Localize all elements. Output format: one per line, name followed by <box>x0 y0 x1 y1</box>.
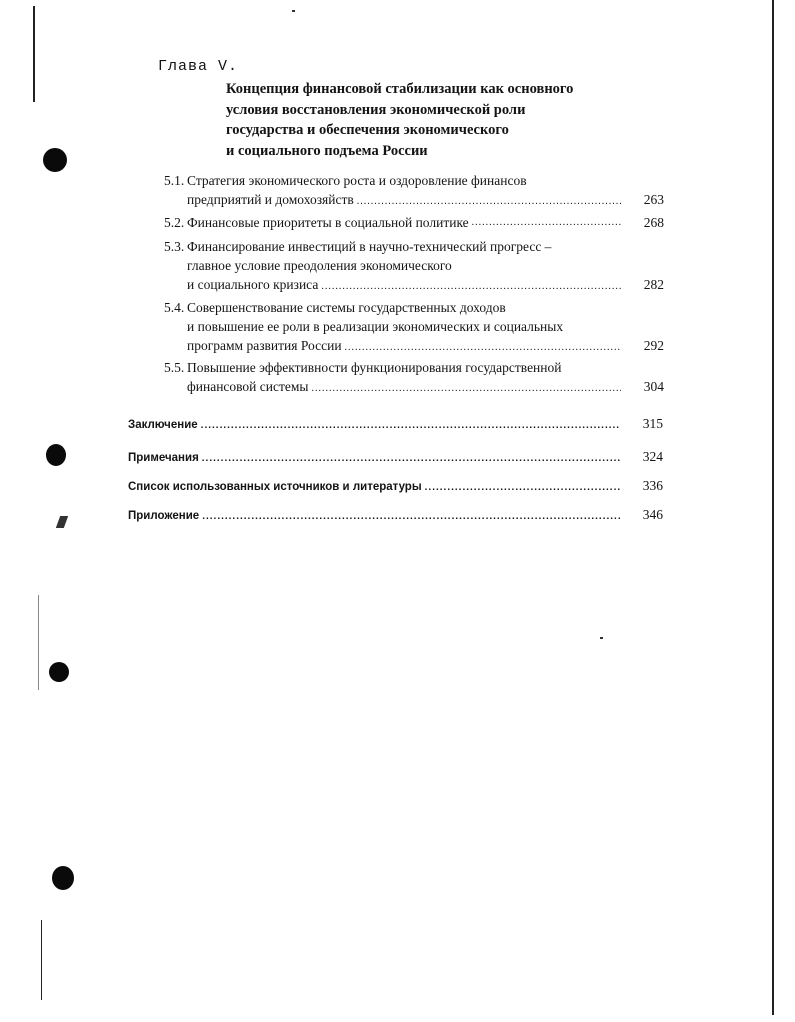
punch-hole-2 <box>46 444 66 466</box>
chapter-title-line: условия восстановления экономической роли <box>226 101 526 118</box>
scan-border-left-lower <box>41 920 42 1000</box>
toc-entry-bibliography[interactable] <box>128 478 663 494</box>
punch-hole-1 <box>43 148 67 172</box>
section-title-line: Финансирование инвестиций в научно-технический прогресс – <box>187 239 552 254</box>
section-number: 5.1. <box>164 173 185 188</box>
page-number: 346 <box>642 507 663 522</box>
section-number: 5.2. <box>164 215 185 230</box>
page-number: 292 <box>643 338 664 353</box>
scan-speck <box>292 10 295 12</box>
leader-dots <box>201 420 620 431</box>
chapter-label: Глава V. <box>158 58 239 75</box>
page-number: 268 <box>643 215 664 230</box>
punch-hole-3 <box>49 662 69 682</box>
page-number: 282 <box>643 277 664 292</box>
section-number: 5.5. <box>164 360 185 375</box>
section-number: 5.4. <box>164 300 185 315</box>
section-title-line: предприятий и домохозяйств <box>187 192 354 207</box>
toc-entry-5-3[interactable] <box>164 237 664 296</box>
page-number: 336 <box>642 478 663 493</box>
section-title-line: программ развития России <box>187 338 342 353</box>
scan-border-left-mid <box>38 595 39 690</box>
toc-entry-5-1[interactable] <box>164 171 664 211</box>
leader-dots <box>202 511 620 522</box>
page-number: 263 <box>643 192 664 207</box>
entry-title: Приложение <box>128 510 200 522</box>
punch-hole-4 <box>52 866 74 890</box>
section-title-line: Стратегия экономического роста и оздоровление финансов <box>187 173 527 188</box>
leader-dots <box>312 379 622 398</box>
scan-mark <box>56 516 68 528</box>
toc-entry-5-2[interactable] <box>164 213 664 232</box>
chapter-title-line: и социального подъема России <box>226 142 428 159</box>
page-number: 315 <box>642 416 663 431</box>
section-title-line: главное условие преодоления экономического <box>187 258 452 273</box>
toc-entry-conclusion[interactable] <box>128 416 663 432</box>
toc-entry-notes[interactable] <box>128 449 663 465</box>
section-title-line: Совершенствование системы государственных доходов <box>187 300 506 315</box>
leader-dots <box>202 453 620 464</box>
section-title-line: и социального кризиса <box>187 277 319 292</box>
page-number: 304 <box>643 379 664 394</box>
section-title-line: Финансовые приоритеты в социальной политике <box>187 215 469 230</box>
leader-dots <box>345 338 621 357</box>
chapter-title <box>226 79 636 161</box>
toc-entry-5-5[interactable] <box>164 358 664 398</box>
entry-title: Примечания <box>128 452 199 464</box>
leader-dots <box>425 482 620 493</box>
scan-border-left <box>33 6 35 102</box>
section-title-line: Повышение эффективности функционирования государственной <box>187 360 562 375</box>
entry-title: Заключение <box>128 419 198 431</box>
chapter-title-line: Концепция финансовой стабилизации как основного <box>226 81 574 97</box>
leader-dots <box>357 192 621 211</box>
section-title-line: финансовой системы <box>187 379 309 394</box>
scan-speck <box>600 637 603 639</box>
toc-entry-appendix[interactable] <box>128 507 663 523</box>
page-number: 324 <box>642 449 663 464</box>
toc-entry-5-4[interactable] <box>164 298 664 357</box>
section-number: 5.3. <box>164 239 185 254</box>
leader-dots <box>321 277 621 296</box>
chapter-title-line: государства и обеспечения экономического <box>226 122 509 138</box>
leader-dots <box>472 213 621 232</box>
entry-title: Список использованных источников и литературы <box>128 481 422 493</box>
section-title-line: и повышение ее роли в реализации экономических и социальных <box>187 319 564 334</box>
scan-border-right <box>772 0 774 1015</box>
